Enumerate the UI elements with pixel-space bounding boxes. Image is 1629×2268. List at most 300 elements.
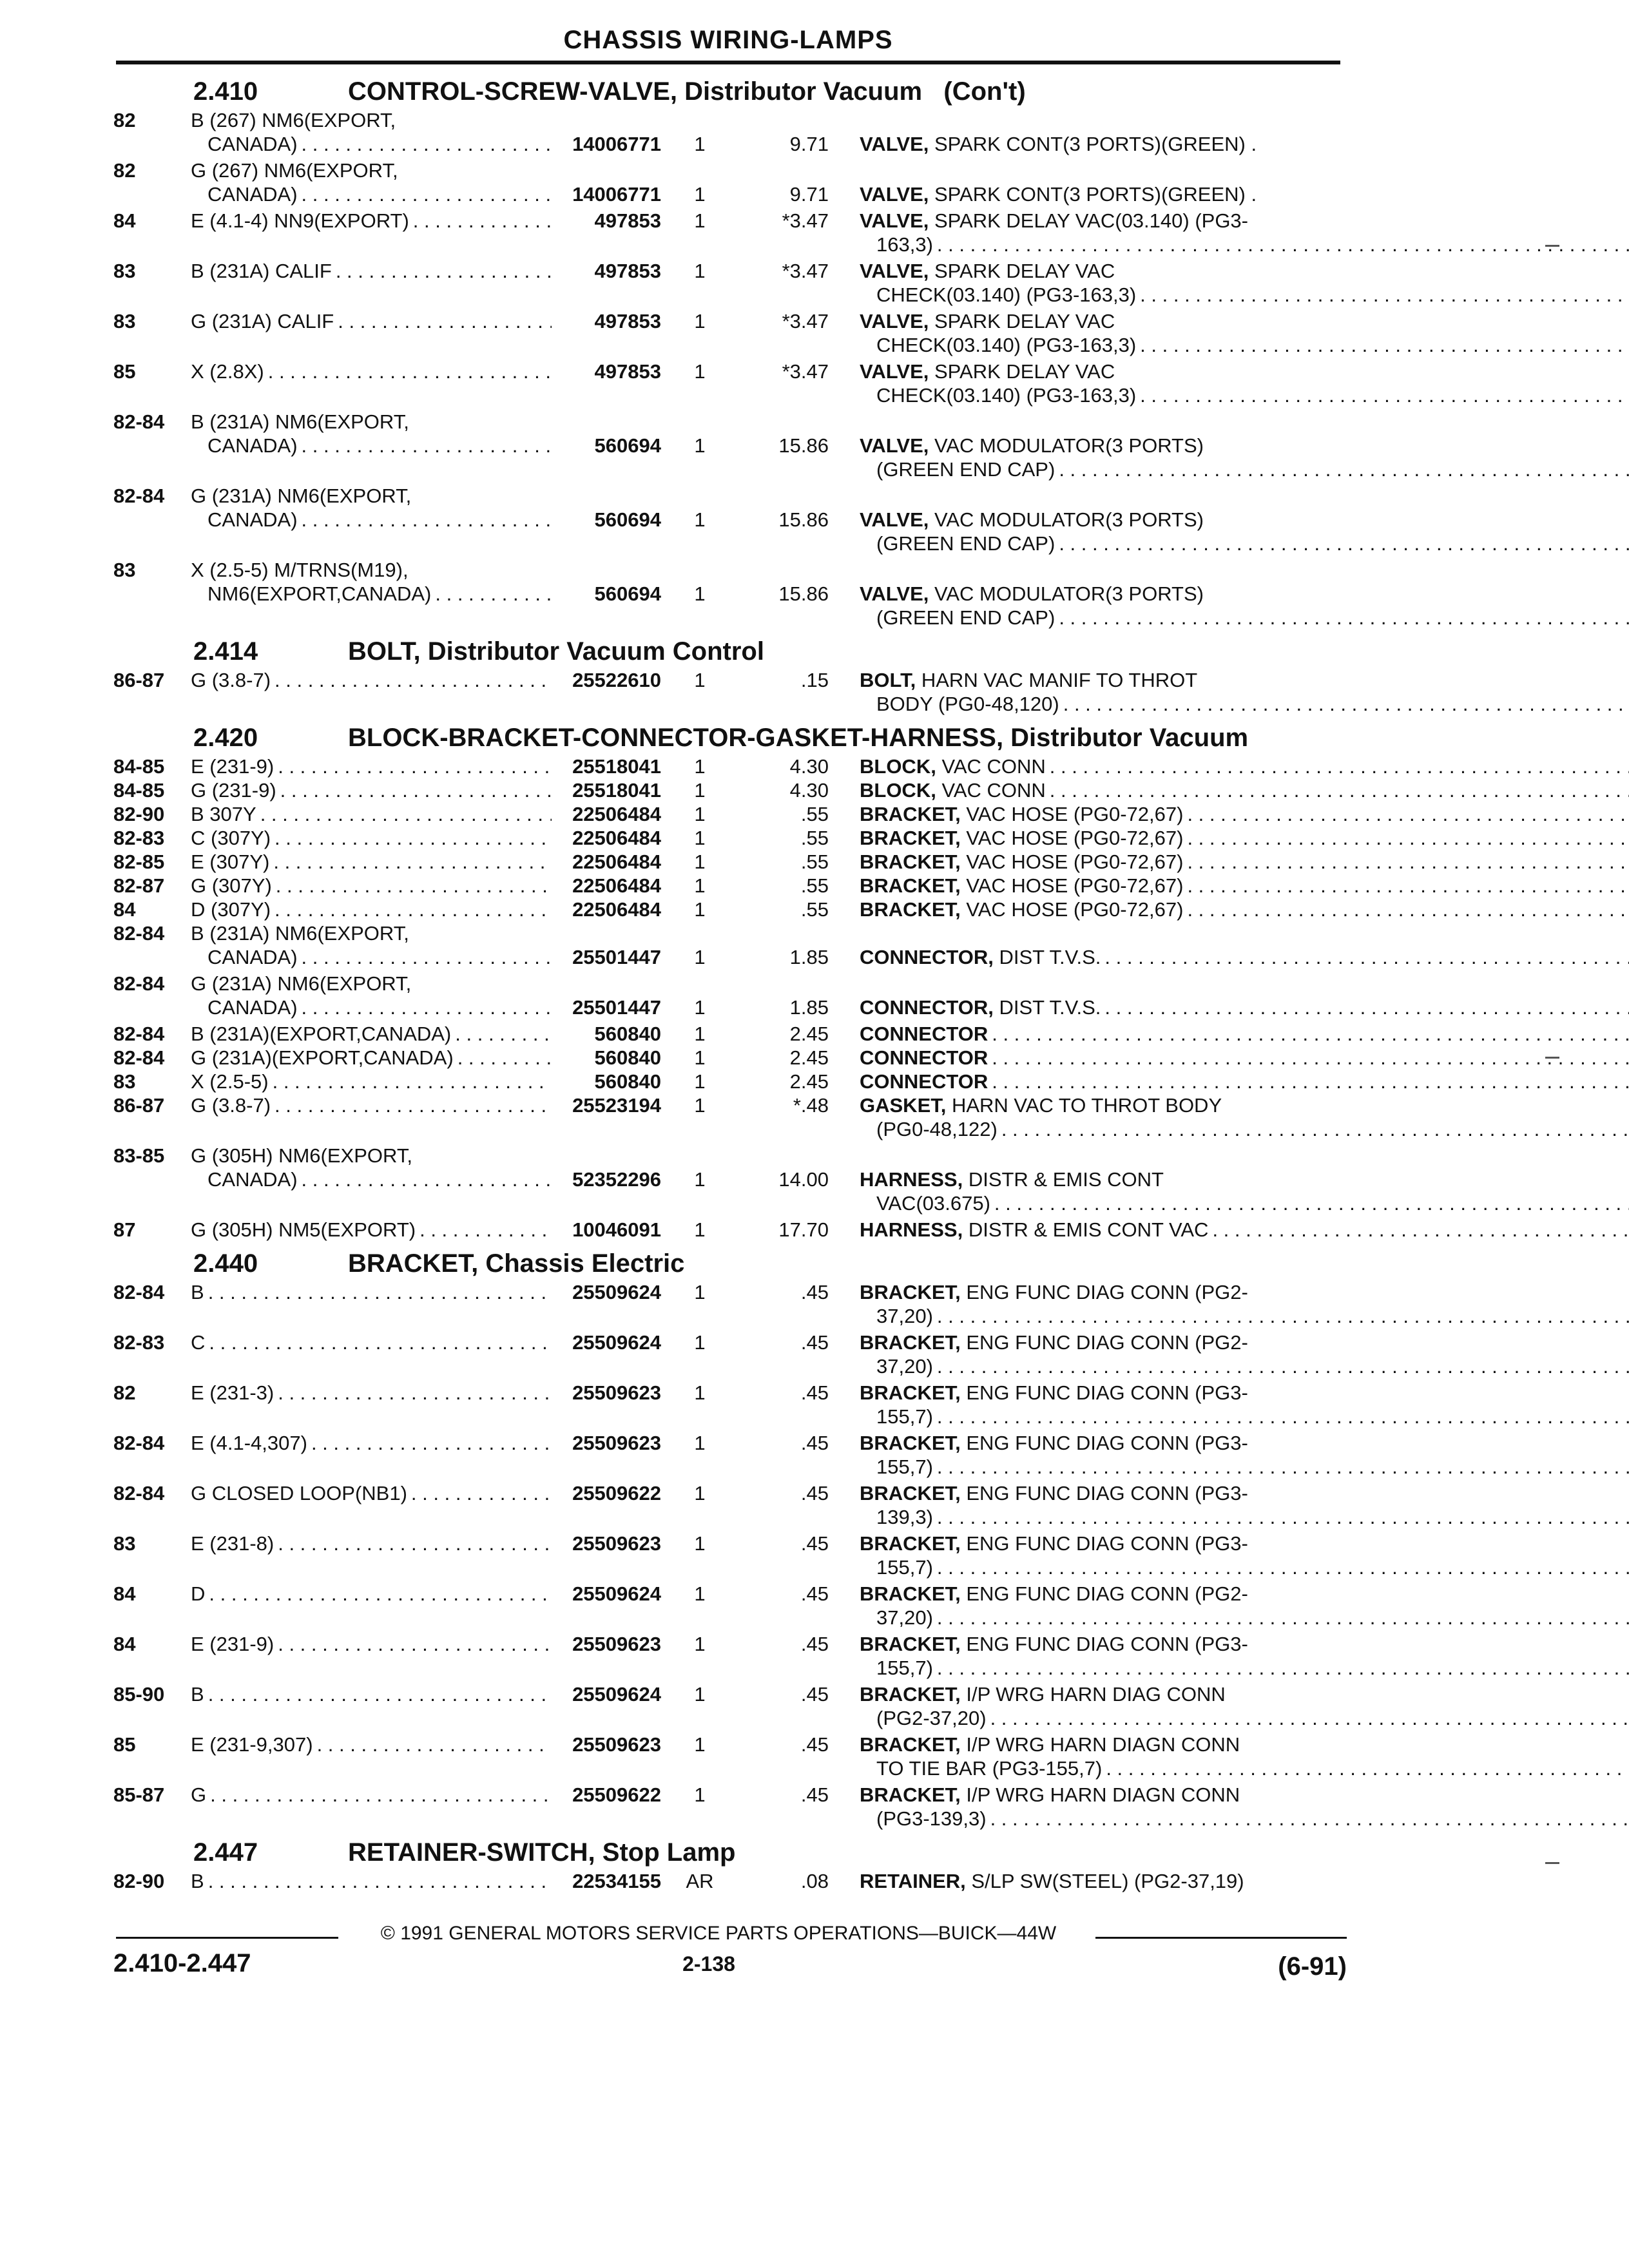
price: 4.30 — [789, 779, 829, 802]
part-category: GASKET, — [860, 1094, 947, 1117]
price: .45 — [800, 1432, 829, 1454]
description-line: B — [191, 1281, 204, 1303]
quantity: 1 — [694, 1432, 706, 1454]
part-number: 22506484 — [572, 898, 661, 921]
application-description — [191, 484, 552, 555]
leader-dots — [988, 1070, 1629, 1093]
quantity: 1 — [694, 209, 706, 232]
price: .55 — [800, 850, 829, 873]
description-line: B — [191, 1870, 204, 1892]
description-line: E (4.1-4,307) — [191, 1432, 307, 1454]
application-description — [191, 668, 552, 716]
part-number: 560694 — [594, 582, 661, 605]
application-description — [191, 826, 552, 850]
leader-dots — [256, 802, 552, 826]
description-line: CANADA) — [207, 434, 298, 457]
part-category: BRACKET, — [860, 1733, 961, 1756]
leader-dots — [334, 309, 552, 333]
part-name-line: TO TIE BAR (PG3-155,7) — [876, 1757, 1103, 1780]
part-number: 52352296 — [572, 1168, 661, 1191]
leader-dots — [1183, 898, 1629, 921]
application-description — [191, 1381, 552, 1428]
model-year: 82-83 — [113, 827, 165, 849]
leader-dots — [1046, 754, 1629, 778]
part-category: VALVE, — [860, 360, 929, 383]
table-row — [113, 410, 1351, 481]
part-name — [829, 921, 1629, 969]
application-description — [191, 874, 552, 898]
leader-dots — [454, 1046, 552, 1070]
section-title: BLOCK-BRACKET-CONNECTOR-GASKET-HARNESS, Distributor Vacuum — [348, 724, 1249, 752]
application-description — [191, 1218, 552, 1242]
application-description — [191, 1682, 552, 1730]
model-year: 83 — [113, 310, 136, 332]
part-name — [829, 484, 1629, 555]
leader-dots — [933, 1656, 1629, 1680]
application-description — [191, 1280, 552, 1328]
part-number: 25509624 — [572, 1281, 661, 1303]
part-name-line: (PG0-48,122) — [876, 1118, 998, 1140]
description-line: G (231A) NM6(EXPORT, — [191, 485, 412, 507]
table-row — [113, 558, 1351, 629]
part-number: 25523194 — [572, 1094, 661, 1117]
part-name-line: GASKET, HARN VAC TO THROT BODY — [860, 1094, 1222, 1117]
part-name-line: BLOCK, VAC CONN — [860, 779, 1046, 802]
part-name — [829, 1144, 1629, 1215]
part-number: 25509624 — [572, 1683, 661, 1706]
leader-dots — [298, 182, 552, 206]
part-name-line: (GREEN END CAP) — [876, 532, 1055, 555]
table-row — [113, 1481, 1351, 1529]
model-year: 85-90 — [113, 1683, 165, 1706]
application-description — [191, 259, 552, 307]
part-category: BRACKET, — [860, 803, 961, 825]
part-number: 25522610 — [572, 669, 661, 691]
description-line: CANADA) — [207, 508, 298, 531]
part-name-line: CONNECTOR — [860, 1046, 988, 1069]
table-row — [113, 1046, 1351, 1070]
part-name — [829, 1431, 1629, 1479]
part-category: BRACKET, — [860, 1281, 961, 1303]
section-title: BOLT, Distributor Vacuum Control — [348, 637, 764, 666]
footer-rule-left — [116, 1937, 338, 1939]
leader-dots — [1055, 457, 1629, 481]
application-description — [191, 898, 552, 921]
price: .45 — [800, 1633, 829, 1655]
part-name — [829, 1331, 1629, 1378]
part-name-line: BRACKET, ENG FUNC DIAG CONN (PG2- — [860, 1331, 1248, 1354]
description-line: G CLOSED LOOP(NB1) — [191, 1482, 407, 1504]
part-name-line: VALVE, SPARK DELAY VAC — [860, 260, 1115, 282]
quantity: 1 — [694, 1218, 706, 1241]
description-line: E (231-3) — [191, 1381, 275, 1404]
footer-date: (6-91) — [1278, 1952, 1347, 1981]
part-name — [829, 309, 1629, 357]
application-description — [191, 1431, 552, 1479]
model-year: 83 — [113, 1070, 136, 1093]
footer-page-number: 2-138 — [682, 1952, 735, 1975]
model-year: 82-84 — [113, 1046, 165, 1069]
part-name-line: BLOCK, VAC CONN — [860, 755, 1046, 778]
model-year: 83 — [113, 559, 136, 581]
part-name-line: BRACKET, ENG FUNC DIAG CONN (PG3- — [860, 1381, 1248, 1404]
quantity: 1 — [694, 260, 706, 282]
price: *3.47 — [782, 209, 829, 232]
part-name — [829, 1733, 1629, 1780]
price: .55 — [800, 803, 829, 825]
section-heading — [113, 637, 1351, 666]
model-year: 83 — [113, 1532, 136, 1555]
part-name-line: CHECK(03.140) (PG3-163,3) — [876, 334, 1137, 356]
quantity: 1 — [694, 582, 706, 605]
footer-section-range: 2.410-2.447 — [113, 1949, 251, 1977]
leader-dots — [1101, 995, 1629, 1019]
application-description — [191, 1532, 552, 1579]
part-category: BLOCK, — [860, 779, 936, 802]
application-description — [191, 850, 552, 874]
price: .45 — [800, 1783, 829, 1806]
part-name-line: CONNECTOR — [860, 1070, 988, 1093]
leader-dots — [272, 874, 552, 898]
price: 9.71 — [789, 183, 829, 206]
part-name-line: CONNECTOR, DIST T.V.S. — [860, 996, 1101, 1019]
quantity: 1 — [694, 360, 706, 383]
part-name-line: VALVE, VAC MODULATOR(3 PORTS) — [860, 508, 1204, 531]
part-name — [829, 850, 1629, 874]
price: .45 — [800, 1532, 829, 1555]
part-name-line: 155,7) — [876, 1405, 933, 1428]
quantity: 1 — [694, 1023, 706, 1045]
price: .45 — [800, 1683, 829, 1706]
leader-dots — [264, 360, 552, 383]
price: 2.45 — [789, 1046, 829, 1069]
model-year: 84 — [113, 898, 136, 921]
description-line: B (231A) CALIF — [191, 260, 332, 282]
part-name — [829, 1783, 1629, 1831]
model-year: 82-84 — [113, 1281, 165, 1303]
leader-dots — [332, 259, 552, 283]
model-year: 82-83 — [113, 1331, 165, 1354]
table-row — [113, 360, 1351, 407]
quantity: 1 — [694, 133, 706, 155]
price: 14.00 — [778, 1168, 829, 1191]
part-name-line: BRACKET, ENG FUNC DIAG CONN (PG2- — [860, 1281, 1248, 1303]
section-heading — [113, 724, 1351, 752]
part-number: 25509624 — [572, 1331, 661, 1354]
application-description — [191, 309, 552, 357]
part-name-line: VALVE, SPARK DELAY VAC — [860, 360, 1115, 383]
part-category: VALVE, — [860, 434, 929, 457]
part-name-line: CONNECTOR, DIST T.V.S. — [860, 946, 1101, 968]
part-number: 560840 — [594, 1023, 661, 1045]
part-name-line: BRACKET, VAC HOSE (PG0-72,67) — [860, 850, 1184, 873]
model-year: 86-87 — [113, 669, 165, 691]
description-line: E (231-9,307) — [191, 1733, 313, 1756]
part-category: HARNESS, — [860, 1218, 963, 1241]
part-name — [829, 1093, 1629, 1141]
price: 4.30 — [789, 755, 829, 778]
part-category: BRACKET, — [860, 827, 961, 849]
description-line: G (267) NM6(EXPORT, — [191, 159, 398, 182]
leader-dots — [1102, 1756, 1629, 1780]
part-name-line: BRACKET, ENG FUNC DIAG CONN (PG3- — [860, 1432, 1248, 1454]
part-number: 560694 — [594, 508, 661, 531]
section-heading — [113, 77, 1351, 106]
model-year: 82-84 — [113, 410, 165, 433]
quantity: 1 — [694, 803, 706, 825]
leader-dots — [1055, 532, 1629, 555]
description-line: X (2.8X) — [191, 360, 264, 383]
table-row — [113, 1431, 1351, 1479]
description-line: X (2.5-5) — [191, 1070, 269, 1093]
part-name-line: BOLT, HARN VAC MANIF TO THROT — [860, 669, 1198, 691]
table-row — [113, 1144, 1351, 1215]
part-number: 560840 — [594, 1046, 661, 1069]
model-year: 84 — [113, 1633, 136, 1655]
part-name — [829, 1022, 1629, 1046]
price: 1.85 — [789, 996, 829, 1019]
section-number: 2.410 — [193, 77, 258, 106]
application-description — [191, 921, 552, 969]
part-category: BRACKET, — [860, 1381, 961, 1404]
quantity: 1 — [694, 755, 706, 778]
model-year: 85 — [113, 1733, 136, 1756]
part-number: 497853 — [594, 310, 661, 332]
section-number: 2.420 — [193, 724, 258, 752]
leader-dots — [274, 1381, 552, 1405]
part-number: 25509622 — [572, 1783, 661, 1806]
part-name — [829, 1218, 1629, 1242]
leader-dots — [298, 132, 552, 156]
part-category: RETAINER, — [860, 1870, 966, 1892]
leader-dots — [298, 434, 552, 457]
description-line: B (267) NM6(EXPORT, — [191, 109, 396, 131]
part-name-line: BRACKET, ENG FUNC DIAG CONN (PG2- — [860, 1582, 1248, 1605]
part-name-line: 37,20) — [876, 1355, 933, 1378]
part-name-line: HARNESS, DISTR & EMIS CONT VAC — [860, 1218, 1209, 1241]
leader-dots — [274, 1532, 552, 1555]
part-name-line: VALVE, VAC MODULATOR(3 PORTS) — [860, 434, 1204, 457]
part-name — [829, 802, 1629, 826]
price: 9.71 — [789, 133, 829, 155]
leader-dots — [206, 1783, 552, 1807]
table-row — [113, 1331, 1351, 1378]
leader-dots — [1183, 874, 1629, 898]
part-number: 25509623 — [572, 1432, 661, 1454]
part-name — [829, 209, 1629, 256]
price: *3.47 — [782, 310, 829, 332]
leader-dots — [269, 850, 552, 874]
model-year: 84-85 — [113, 779, 165, 802]
part-name — [829, 754, 1629, 778]
part-name — [829, 159, 1351, 206]
price: 17.70 — [778, 1218, 829, 1241]
table-row — [113, 1733, 1351, 1780]
description-line: G (231A) NM6(EXPORT, — [191, 972, 412, 995]
margin-mark — [1545, 1057, 1559, 1059]
description-line: D (307Y) — [191, 898, 271, 921]
quantity: 1 — [694, 1381, 706, 1404]
part-category: HARNESS, — [860, 1168, 963, 1191]
model-year: 82-85 — [113, 850, 165, 873]
description-line: G (231A) CALIF — [191, 310, 334, 332]
section-heading — [113, 1838, 1351, 1867]
application-description — [191, 1093, 552, 1141]
quantity: 1 — [694, 874, 706, 897]
application-description — [191, 802, 552, 826]
part-category: BRACKET, — [860, 898, 961, 921]
leader-dots — [205, 1331, 552, 1354]
part-name — [829, 972, 1629, 1019]
application-description — [191, 1144, 552, 1215]
part-name — [829, 1280, 1629, 1328]
table-row — [113, 484, 1351, 555]
leader-dots — [933, 1555, 1629, 1579]
quantity: 1 — [694, 1070, 706, 1093]
part-category: VALVE, — [860, 508, 929, 531]
page-title: CHASSIS WIRING-LAMPS — [563, 26, 893, 54]
application-description — [191, 1869, 552, 1893]
part-category: VALVE, — [860, 310, 929, 332]
model-year: 83 — [113, 260, 136, 282]
part-name-line: BRACKET, ENG FUNC DIAG CONN (PG3- — [860, 1532, 1248, 1555]
part-category: BRACKET, — [860, 1783, 961, 1806]
price: 2.45 — [789, 1070, 829, 1093]
leader-dots — [933, 1505, 1629, 1529]
part-name-line: BODY (PG0-48,120) — [876, 693, 1059, 715]
application-description — [191, 1783, 552, 1831]
model-year: 84 — [113, 209, 136, 232]
application-description — [191, 410, 552, 481]
table-row — [113, 754, 1351, 778]
application-description — [191, 1331, 552, 1378]
quantity: AR — [686, 1870, 714, 1892]
application-description — [191, 1046, 552, 1070]
part-name — [829, 360, 1629, 407]
model-year: 82-87 — [113, 874, 165, 897]
model-year: 82-90 — [113, 803, 165, 825]
table-row — [113, 1532, 1351, 1579]
part-number: 497853 — [594, 360, 661, 383]
leader-dots — [205, 1582, 552, 1606]
part-name-line: CHECK(03.140) (PG3-163,3) — [876, 284, 1137, 306]
price: .55 — [800, 874, 829, 897]
part-number: 25509622 — [572, 1482, 661, 1504]
part-name — [829, 1481, 1629, 1529]
quantity: 1 — [694, 1683, 706, 1706]
part-number: 25518041 — [572, 755, 661, 778]
part-number: 14006771 — [572, 133, 661, 155]
description-line: B (231A)(EXPORT,CANADA) — [191, 1023, 452, 1045]
model-year: 82-84 — [113, 1432, 165, 1454]
part-name-line: (PG2-37,20) — [876, 1707, 987, 1729]
description-line: G — [191, 1783, 207, 1806]
model-year: 82-84 — [113, 1482, 165, 1504]
price: 2.45 — [789, 1023, 829, 1045]
parts-listing — [113, 70, 1351, 1893]
price: 15.86 — [778, 582, 829, 605]
leader-dots — [274, 1632, 552, 1656]
quantity: 1 — [694, 1046, 706, 1069]
part-number: 25501447 — [572, 996, 661, 1019]
description-line: E (231-9) — [191, 755, 275, 778]
part-name-line: BRACKET, ENG FUNC DIAG CONN (PG3- — [860, 1633, 1248, 1655]
table-row — [113, 259, 1351, 307]
part-name-line: RETAINER, S/LP SW(STEEL) (PG2-37,19) — [860, 1870, 1244, 1892]
description-line: CANADA) — [207, 946, 298, 968]
leader-dots — [988, 1022, 1629, 1046]
leader-dots — [987, 1706, 1629, 1730]
leader-dots — [204, 1280, 552, 1304]
part-name — [829, 1869, 1351, 1893]
application-description — [191, 1632, 552, 1680]
quantity: 1 — [694, 1094, 706, 1117]
application-description — [191, 360, 552, 407]
application-description — [191, 778, 552, 802]
leader-dots — [1059, 692, 1629, 716]
description-line: G (231-9) — [191, 779, 276, 802]
part-name-line: CONNECTOR — [860, 1023, 988, 1045]
model-year: 84 — [113, 1582, 136, 1605]
table-row — [113, 972, 1351, 1019]
description-line: E (231-9) — [191, 1633, 275, 1655]
part-name — [829, 1582, 1629, 1629]
model-year: 82 — [113, 1381, 136, 1404]
part-number: 497853 — [594, 209, 661, 232]
leader-dots — [274, 754, 552, 778]
model-year: 82-84 — [113, 1023, 165, 1045]
application-description — [191, 1733, 552, 1780]
part-name-line: BRACKET, ENG FUNC DIAG CONN (PG3- — [860, 1482, 1248, 1504]
part-category: VALVE, — [860, 260, 929, 282]
quantity: 1 — [694, 669, 706, 691]
leader-dots — [933, 1455, 1629, 1479]
part-name — [829, 898, 1629, 921]
quantity: 1 — [694, 850, 706, 873]
part-name-line: BRACKET, VAC HOSE (PG0-72,67) — [860, 827, 1184, 849]
leader-dots — [933, 1606, 1629, 1629]
part-name-line: 37,20) — [876, 1305, 933, 1327]
part-name-line: VALVE, SPARK CONT(3 PORTS)(GREEN) . — [860, 183, 1257, 206]
price: .55 — [800, 898, 829, 921]
application-description — [191, 209, 552, 256]
quantity: 1 — [694, 946, 706, 968]
quantity: 1 — [694, 1733, 706, 1756]
description-line: CANADA) — [207, 133, 298, 155]
price: *3.47 — [782, 260, 829, 282]
leader-dots — [204, 1682, 552, 1706]
description-line: G (307Y) — [191, 874, 272, 897]
quantity: 1 — [694, 1331, 706, 1354]
table-row — [113, 802, 1351, 826]
part-category: VALVE, — [860, 183, 929, 206]
part-name — [829, 1532, 1629, 1579]
part-name-line: BRACKET, VAC HOSE (PG0-72,67) — [860, 874, 1184, 897]
part-name — [829, 1070, 1629, 1093]
leader-dots — [1055, 606, 1629, 629]
part-number: 22506484 — [572, 803, 661, 825]
leader-dots — [933, 1304, 1629, 1328]
leader-dots — [1046, 778, 1629, 802]
part-category: CONNECTOR, — [860, 996, 994, 1019]
footer-rule-right — [1095, 1937, 1347, 1939]
part-name — [829, 259, 1629, 307]
quantity: 1 — [694, 508, 706, 531]
leader-dots — [988, 1046, 1629, 1070]
part-category: BRACKET, — [860, 850, 961, 873]
description-line: G (231A)(EXPORT,CANADA) — [191, 1046, 454, 1069]
table-row — [113, 668, 1351, 716]
